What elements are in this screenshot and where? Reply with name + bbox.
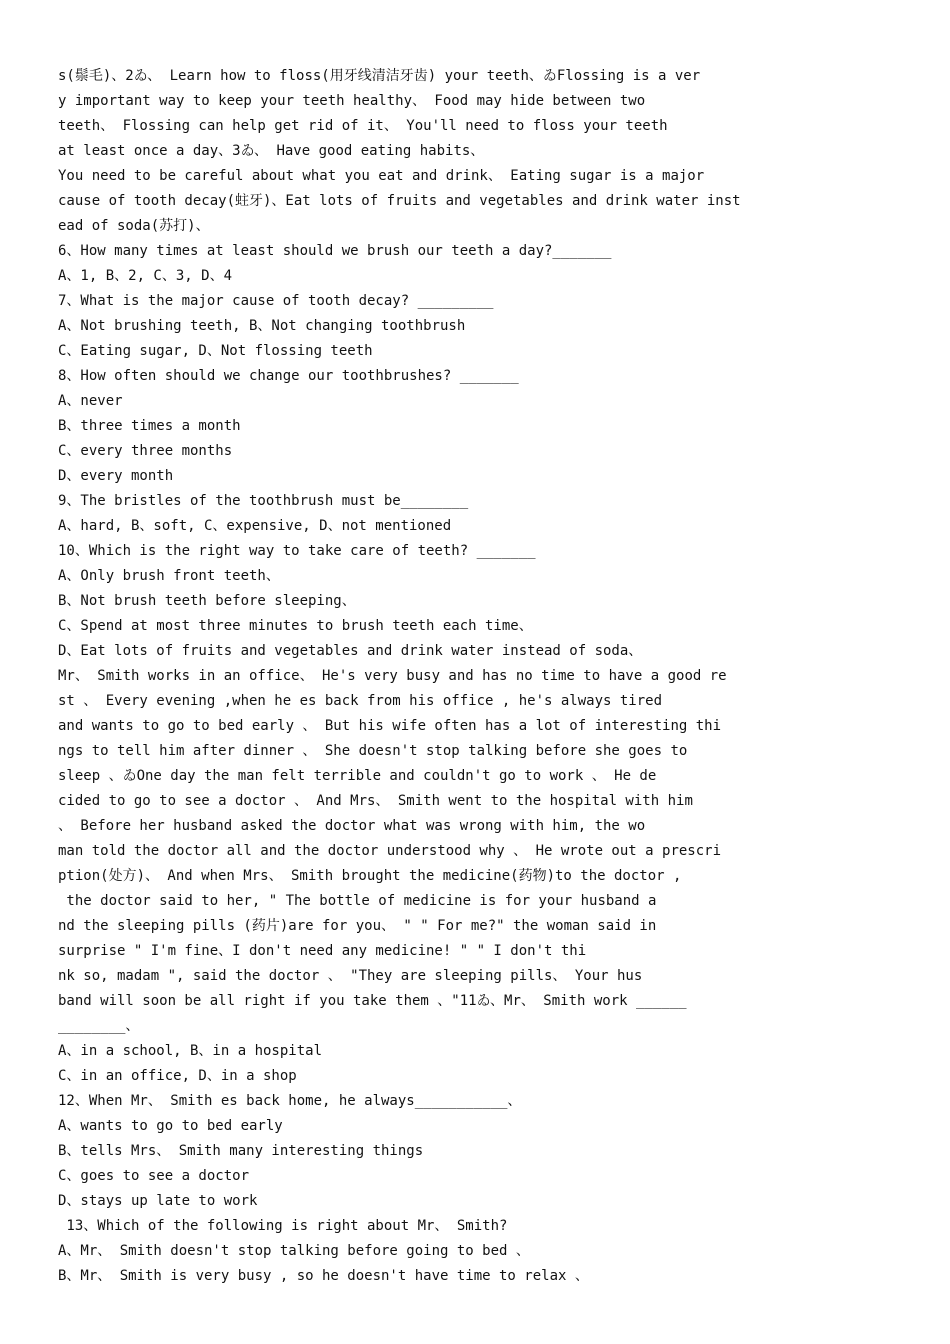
passage-line: ________、 [58,1018,140,1034]
answer-options: C、in an office, D、in a shop [58,1068,297,1084]
passage-line: nd the sleeping pills (药片)are for you、 " " For me?" the woman said in [58,918,657,934]
passage-line: ption(处方)、 And when Mrs、 Smith brought the medicine(药物)to the doctor , [58,868,682,884]
answer-options: D、every month [58,468,174,484]
passage-line: y important way to keep your teeth healthy、 Food may hide between two [58,93,646,109]
answer-options: A、wants to go to bed early [58,1118,283,1134]
question-stem: 6、How many times at least should we brush our teeth a day?_______ [58,243,612,259]
passage-line: man told the doctor all and the doctor understood why 、 He wrote out a prescri [58,843,722,859]
passage-line: cided to go to see a doctor 、 And Mrs、 Smith went to the hospital with him [58,793,693,809]
answer-options: B、Not brush teeth before sleeping、 [58,593,356,609]
answer-options: A、Not brushing teeth, B、Not changing toothbrush [58,318,466,334]
question-stem: 7、What is the major cause of tooth decay? _________ [58,293,494,309]
passage-line: the doctor said to her, " The bottle of medicine is for your husband a [58,893,657,909]
answer-options: A、Mr、 Smith doesn't stop talking before going to bed 、 [58,1243,530,1259]
passage-line: ead of soda(苏打)、 [58,218,210,234]
answer-options: B、tells Mrs、 Smith many interesting things [58,1143,424,1159]
page-content [58,64,898,1289]
question-stem: 12、When Mr、 Smith es back home, he always___________、 [58,1093,522,1109]
answer-options: D、Eat lots of fruits and vegetables and drink water instead of soda、 [58,643,643,659]
passage-line: nk so, madam ", said the doctor 、 "They are sleeping pills、 Your hus [58,968,643,984]
passage-line: 、 Before her husband asked the doctor what was wrong with him, the wo [58,818,646,834]
answer-options: A、1, B、2, C、3, D、4 [58,268,233,284]
answer-options: A、never [58,393,123,409]
question-stem: 13、Which of the following is right about Mr、 Smith? [58,1218,508,1234]
answer-options: A、Only brush front teeth、 [58,568,280,584]
passage-line: You need to be careful about what you eat and drink、 Eating sugar is a major [58,168,705,184]
answer-options: C、Spend at most three minutes to brush teeth each time、 [58,618,533,634]
answer-options: B、Mr、 Smith is very busy , so he doesn't have time to relax 、 [58,1268,589,1284]
passage-line: and wants to go to bed early 、 But his wife often has a lot of interesting thi [58,718,722,734]
answer-options: A、hard, B、soft, C、expensive, D、not mentioned [58,518,452,534]
passage-line: Mr、 Smith works in an office、 He's very busy and has no time to have a good re [58,668,727,684]
passage-line: teeth、 Flossing can help get rid of it、 You'll need to floss your teeth [58,118,668,134]
passage-line: at least once a day、3ゐ、 Have good eating habits、 [58,143,485,159]
question-stem: 8、How often should we change our toothbrushes? _______ [58,368,519,384]
answer-options: C、goes to see a doctor [58,1168,250,1184]
question-stem: 9、The bristles of the toothbrush must be________ [58,493,469,509]
passage-line: ngs to tell him after dinner 、 She doesn't stop talking before she goes to [58,743,688,759]
question-stem: 10、Which is the right way to take care of teeth? _______ [58,543,536,559]
answer-options: D、stays up late to work [58,1193,258,1209]
passage-line: sleep 、ゐOne day the man felt terrible and couldn't go to work 、 He de [58,768,657,784]
passage-line: cause of tooth decay(蛀牙)、Eat lots of fruits and vegetables and drink water inst [58,193,741,209]
passage-line: s(鬃毛)、2ゐ、 Learn how to floss(用牙线清洁牙齿) your teeth、ゐFlossing is a ver [58,68,701,84]
answer-options: B、three times a month [58,418,241,434]
answer-options: C、Eating sugar, D、Not flossing teeth [58,343,373,359]
passage-line: st 、 Every evening ,when he es back from his office , he's always tired [58,693,663,709]
answer-options: C、every three months [58,443,233,459]
answer-options: A、in a school, B、in a hospital [58,1043,323,1059]
passage-line: band will soon be all right if you take them 、"11ゐ、Mr、 Smith work ______ [58,993,687,1009]
passage-line: surprise " I'm fine、I don't need any medicine! " " I don't thi [58,943,587,959]
